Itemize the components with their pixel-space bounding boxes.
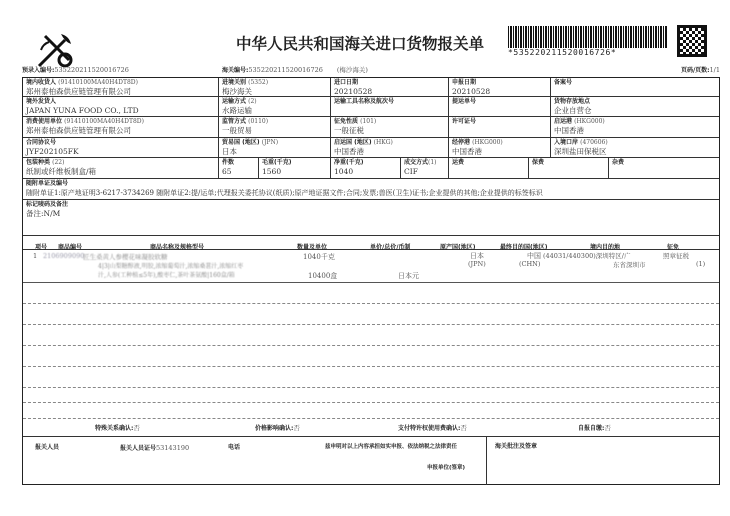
header-origin: 原产国(地区) (440, 244, 476, 251)
header-code: 商品编号 (58, 244, 83, 251)
contract-field: 合同协议号 JYF202105FK (23, 138, 219, 158)
package-field: 包装种类 (22) 纸制或纤维板制盒/箱 (23, 158, 219, 179)
customs-number: 海关编号:535220211520016726 (梅沙海关) (222, 66, 368, 74)
origin-country-field: 启运国 (地区) (HKG) 中国香港 (331, 138, 449, 158)
import-date-field: 进口日期 20210528 (331, 78, 449, 97)
customs-annotation: 海关批注及签章 (495, 443, 538, 450)
record-no-field: 备案号 (551, 78, 719, 97)
storage-field: 货物存放地点 企业自营仓 (551, 97, 719, 117)
insurance-field: 保费 (529, 158, 609, 179)
trade-country-field: 贸易国 (地区) (JPN) 日本 (219, 138, 331, 158)
page-number: 页码/页数:1/1 (680, 66, 720, 74)
header-qty: 数量及单位 (297, 244, 328, 251)
header-price: 单价/总价/币制 (370, 244, 411, 251)
freight-field: 运费 (449, 158, 529, 179)
price-impact-confirm: 价格影响确认:否 (255, 424, 300, 432)
phone-label: 电话 (228, 444, 241, 451)
header-levy: 征免 (667, 244, 680, 251)
qr-code (677, 25, 707, 57)
consumer-field: 消费使用单位 (91410100MA40H4DT8D) 郑州泰柏森供应链管理有限公司 (23, 117, 219, 138)
levy-field: 征免性质 (101) 一般征税 (331, 117, 449, 138)
transit-port-field: 经停港 (HKG000) 中国香港 (449, 138, 551, 158)
bill-no-field: 提运单号 (449, 97, 551, 117)
barcode (508, 26, 668, 48)
broker-label: 报关人员 (35, 444, 60, 451)
self-pay-confirm: 自报自缴:否 (578, 424, 611, 432)
barcode-text: *535220211520016726* (508, 48, 617, 57)
entry-port-field: 入境口岸 (470606) 深圳盐田保税区 (551, 138, 719, 158)
declare-date-field: 申报日期 20210528 (449, 78, 551, 97)
table-row: 1 2106909090 匠生桑黄人参樱花味凝胶软糖 4|3|山梨糖醇液,明胶,浓缩葡萄汁,浓缩桑葚汁,浓缩红枣 汁,人参(工种植≤5年),酸枣仁,茶叶茶氨酸|160盒/箱 1040千克 10400盒 日本元 日本 (JPN) 中国 (CHN) (44031/440300)深圳特区/广 东省深圳市 照章征税 (1) (33, 252, 706, 280)
document-title: 中华人民共和国海关进口货物报关单 (236, 35, 485, 53)
misc-fee-field: 杂费 (609, 158, 719, 179)
marks-remarks-field: 标记唛码及备注 备注:N/M (23, 200, 719, 236)
header-item-no: 项号 (35, 244, 48, 251)
license-field: 许可证号 (449, 117, 551, 138)
pre-entry-number: 预录入编号:535220211520016726 (22, 66, 129, 74)
net-weight-field: 净重(千克) 1040 (331, 158, 401, 179)
royalty-confirm: 支付特许权使用费确认:否 (398, 424, 467, 432)
deal-mode-field: 成交方式(1) CIF (401, 158, 449, 179)
broker-id: 报关人员证号53143190 (120, 444, 190, 452)
header-domestic-dest: 境内目的地 (590, 244, 621, 251)
declaration-statement: 兹申明对以上内容承担如实申报、依法纳税之法律责任 (325, 444, 458, 450)
customs-emblem-icon (35, 30, 75, 70)
departure-port-field: 启运港 (HKG000) 中国香港 (551, 117, 719, 138)
consignee-field: 境内收货人 (91410100MA40H4DT8D) 郑州泰柏森供应链管理有限公司 (23, 78, 219, 97)
header-name: 商品名称及规格型号 (150, 244, 205, 251)
documents-field: 随附单证及编号 随附单证1:原产地证明3-6217-3734269 随附单证2:提/运单;代理报关委托协议(纸质);原产地证据文件;合同;发票;兽医(卫生)证书;企业提供的其他;企业提供的标签标识 (23, 179, 719, 200)
consignor-field: 境外发货人 JAPAN YUNA FOOD CO., LTD (23, 97, 219, 117)
special-relation-confirm: 特殊关系确认:否 (95, 424, 140, 432)
pieces-field: 件数 65 (219, 158, 259, 179)
declaring-unit-seal: 申报单位(签章) (427, 465, 466, 471)
vessel-field: 运输工具名称及航次号 (331, 97, 449, 117)
transport-mode-field: 运输方式 (2) 水路运输 (219, 97, 331, 117)
gross-weight-field: 毛重(千克) 1560 (259, 158, 331, 179)
entry-customs-field: 进境关别 (5352) 梅沙海关 (219, 78, 331, 97)
supervision-field: 监管方式 (0110) 一般贸易 (219, 117, 331, 138)
header-final-dest: 最终目的国(地区) (500, 244, 548, 251)
